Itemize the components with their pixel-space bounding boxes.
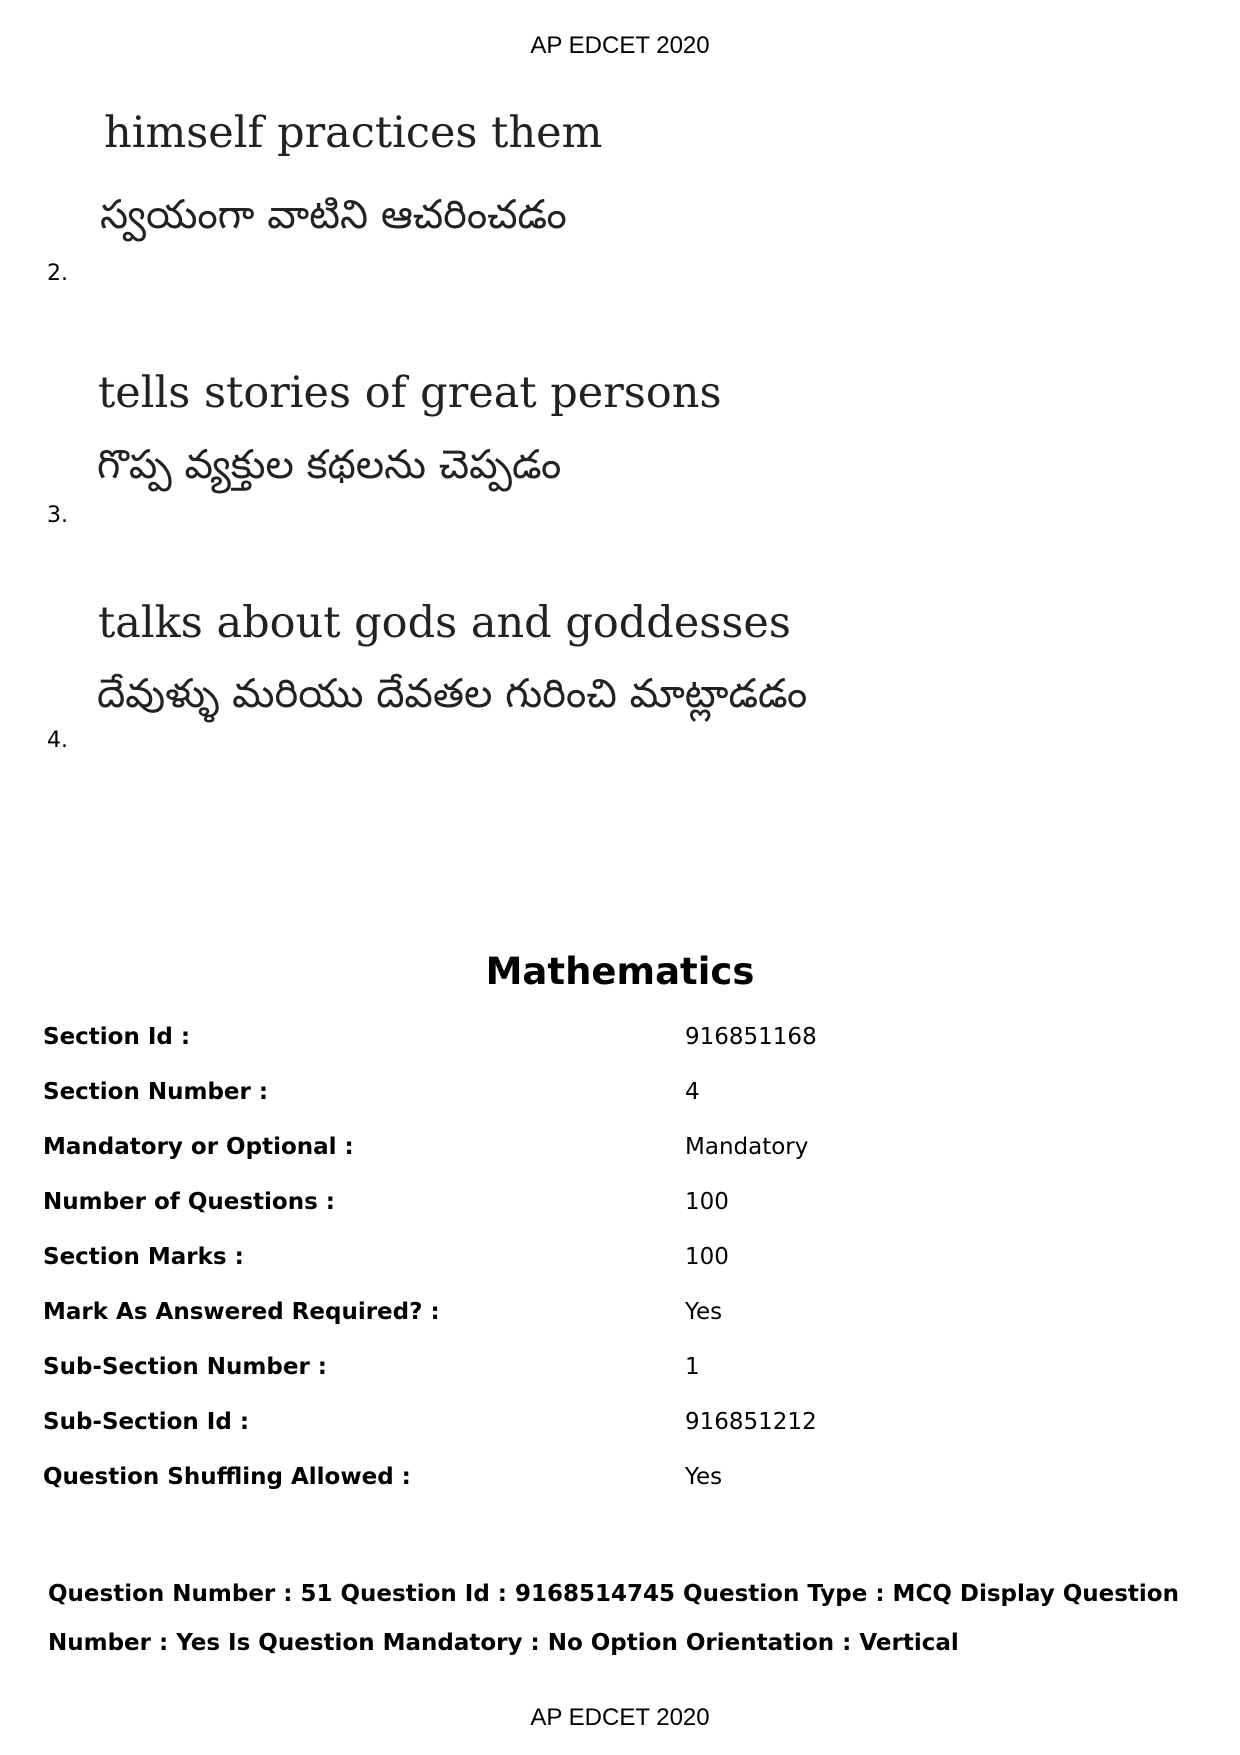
info-value: Mandatory [685, 1134, 809, 1160]
info-label: Number of Questions : [43, 1189, 335, 1215]
info-label: Section Id : [43, 1024, 191, 1050]
info-row-sub-section-number [0, 1354, 1240, 1394]
option-telugu-text: గొప్ప వ్యక్తుల కథలను చెప్పడం [97, 442, 562, 488]
info-label: Sub-Section Id : [43, 1409, 250, 1435]
page-header: AP EDCET 2020 [530, 32, 710, 59]
info-row-mark-as-answered [0, 1299, 1240, 1339]
info-label: Mandatory or Optional : [43, 1134, 354, 1160]
option-english-text: tells stories of great persons [98, 368, 722, 418]
info-row-section-id [0, 1024, 1240, 1064]
info-label: Sub-Section Number : [43, 1354, 328, 1380]
info-label: Mark As Answered Required? : [43, 1299, 440, 1325]
info-value: Yes [685, 1299, 723, 1325]
info-value: 4 [685, 1079, 700, 1105]
info-value: 100 [685, 1189, 729, 1215]
info-row-section-number [0, 1079, 1240, 1119]
option-english-text: himself practices them [104, 108, 603, 158]
info-label: Section Marks : [43, 1244, 244, 1270]
info-value: 916851212 [685, 1409, 817, 1435]
info-label: Section Number : [43, 1079, 269, 1105]
option-number: 3. [47, 503, 68, 528]
option-english-text: talks about gods and goddesses [98, 598, 791, 648]
section-title: Mathematics [485, 950, 755, 993]
info-value: 100 [685, 1244, 729, 1270]
option-number: 4. [47, 728, 68, 753]
question-meta-line-1: Question Number : 51 Question Id : 9168514745 Question Type : MCQ Display Question [48, 1581, 1179, 1607]
option-telugu-text: దేవుళ్ళు మరియు దేవతల గురించి మాట్లాడడం [97, 671, 808, 717]
question-meta [48, 1570, 1198, 1668]
info-row-mandatory [0, 1134, 1240, 1174]
info-row-sub-section-id [0, 1409, 1240, 1449]
info-value: 916851168 [685, 1024, 817, 1050]
info-row-number-of-questions [0, 1189, 1240, 1229]
info-value: Yes [685, 1464, 723, 1490]
info-row-question-shuffling [0, 1464, 1240, 1504]
page-footer: AP EDCET 2020 [530, 1704, 710, 1731]
option-telugu-text: స్వయంగా వాటిని ఆచరించడం [100, 192, 567, 238]
info-row-section-marks [0, 1244, 1240, 1284]
info-value: 1 [685, 1354, 700, 1380]
info-label: Question Shuffling Allowed : [43, 1464, 411, 1490]
option-number: 2. [47, 261, 68, 286]
question-meta-line-2: Number : Yes Is Question Mandatory : No Option Orientation : Vertical [48, 1630, 959, 1656]
